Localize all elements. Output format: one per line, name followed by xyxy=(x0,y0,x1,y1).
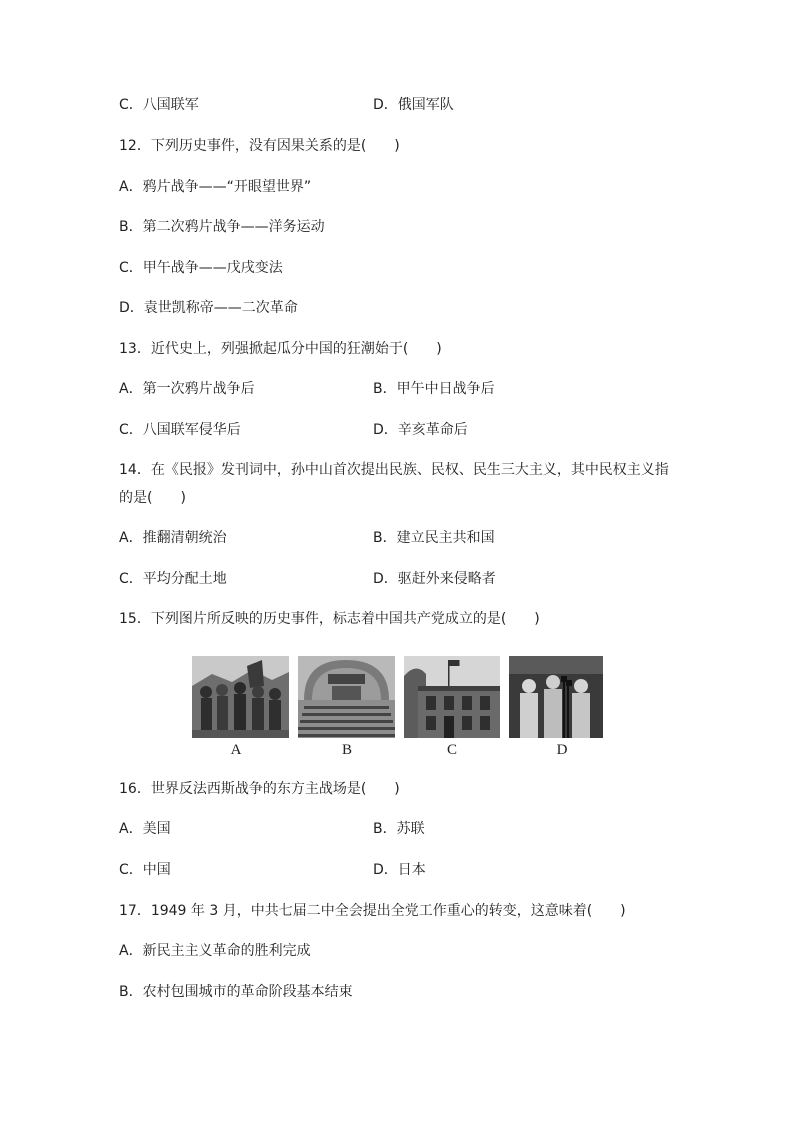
q16-option-c: C．中国 xyxy=(119,862,171,878)
q15-photo-d xyxy=(509,656,603,738)
q12-option-d: D．袁世凯称帝——二次革命 xyxy=(119,300,298,316)
q16-option-d: D．日本 xyxy=(373,862,426,878)
q15-caption-c: C xyxy=(446,742,457,758)
q11-option-d: D．俄国军队 xyxy=(373,97,454,113)
q12-option-c: C．甲午战争——戊戌变法 xyxy=(119,260,283,276)
q17-stem: 17．1949 年 3 月，中共七届二中全会提出全党工作重心的转变，这意味着( ) xyxy=(119,903,626,919)
q12-stem: 12．下列历史事件，没有因果关系的是( ) xyxy=(119,138,400,154)
q13-option-a: A．第一次鸦片战争后 xyxy=(119,381,255,397)
q15-stem: 15．下列图片所反映的历史事件，标志着中国共产党成立的是( ) xyxy=(119,611,540,627)
q15-caption-d: D xyxy=(556,742,568,758)
q17-option-b: B．农村包围城市的革命阶段基本结束 xyxy=(119,984,353,1000)
q14-option-b: B．建立民主共和国 xyxy=(373,530,495,546)
q13-option-b: B．甲午中日战争后 xyxy=(373,381,495,397)
q14-stem-line1: 14．在《民报》发刊词中，孙中山首次提出民族、民权、民生三大主义，其中民权主义指 xyxy=(119,462,669,478)
q11-option-c: C．八国联军 xyxy=(119,97,199,113)
q15-caption-a: A xyxy=(230,742,242,758)
q16-option-a: A．美国 xyxy=(119,821,171,837)
q13-stem: 13．近代史上，列强掀起瓜分中国的狂潮始于( ) xyxy=(119,341,442,357)
q15-photo-b xyxy=(298,656,395,738)
q15-caption-b: B xyxy=(341,742,352,758)
q14-option-a: A．推翻清朝统治 xyxy=(119,530,227,546)
q12-option-b: B．第二次鸦片战争——洋务运动 xyxy=(119,219,325,235)
q14-option-c: C．平均分配土地 xyxy=(119,571,227,587)
q12-option-a: A．鸦片战争——“开眼望世界” xyxy=(119,179,312,195)
q17-option-a: A．新民主主义革命的胜利完成 xyxy=(119,943,311,959)
q15-photo-a xyxy=(192,656,289,738)
q13-option-c: C．八国联军侵华后 xyxy=(119,422,241,438)
q15-photo-c xyxy=(404,656,500,738)
q14-stem-line2: 的是( ) xyxy=(119,490,186,506)
q14-option-d: D．驱赶外来侵略者 xyxy=(373,571,496,587)
q16-stem: 16．世界反法西斯战争的东方主战场是( ) xyxy=(119,781,400,797)
q13-option-d: D．辛亥革命后 xyxy=(373,422,468,438)
q16-option-b: B．苏联 xyxy=(373,821,425,837)
